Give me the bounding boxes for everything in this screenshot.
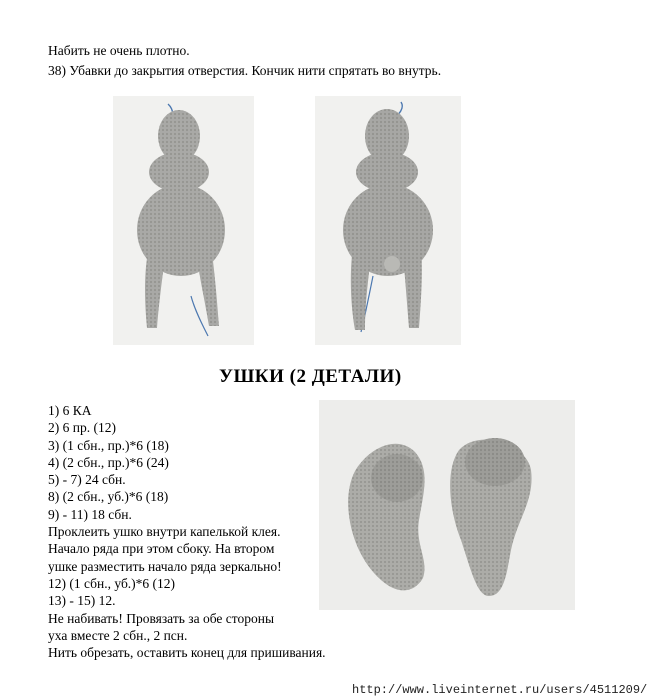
source-url: http://www.liveinternet.ru/users/4511209/ [352,683,647,697]
ears-photo [319,400,575,610]
step-line: 2) 6 пр. (12) [48,420,116,436]
step-line: 5) - 7) 24 сбн. [48,472,126,488]
section-title: УШКИ (2 ДЕТАЛИ) [219,366,402,387]
body-back-photo [315,96,461,345]
body-front-photo [113,96,254,345]
intro-line-2: 38) Убавки до закрытия отверстия. Кончик нити спрятать во внутрь. [48,63,442,78]
step-line: 8) (2 сбн., уб.)*6 (18) [48,489,169,505]
intro-line-1: Набить не очень плотно. [48,43,190,58]
step-line: уха вместе 2 сбн., 2 псн. [48,627,188,643]
step-line: 4) (2 сбн., пр.)*6 (24) [48,454,169,470]
step-line: 3) (1 сбн., пр.)*6 (18) [48,437,169,453]
step-line: Проклеить ушко внутри капелькой клея. [48,524,281,540]
step-line: Начало ряда при этом сбоку. На втором [48,541,275,557]
step-line: Не набивать! Провязать за обе стороны [48,610,275,626]
step-line: 13) - 15) 12. [48,593,116,609]
step-line: 9) - 11) 18 сбн. [48,506,132,522]
step-line: 1) 6 КА [48,403,92,418]
steps-list [48,402,326,661]
step-line: ушке разместить начало ряда зеркально! [48,558,282,574]
step-line: 12) (1 сбн., уб.)*6 (12) [48,575,176,591]
step-line: Нить обрезать, оставить конец для пришивания. [48,645,326,661]
